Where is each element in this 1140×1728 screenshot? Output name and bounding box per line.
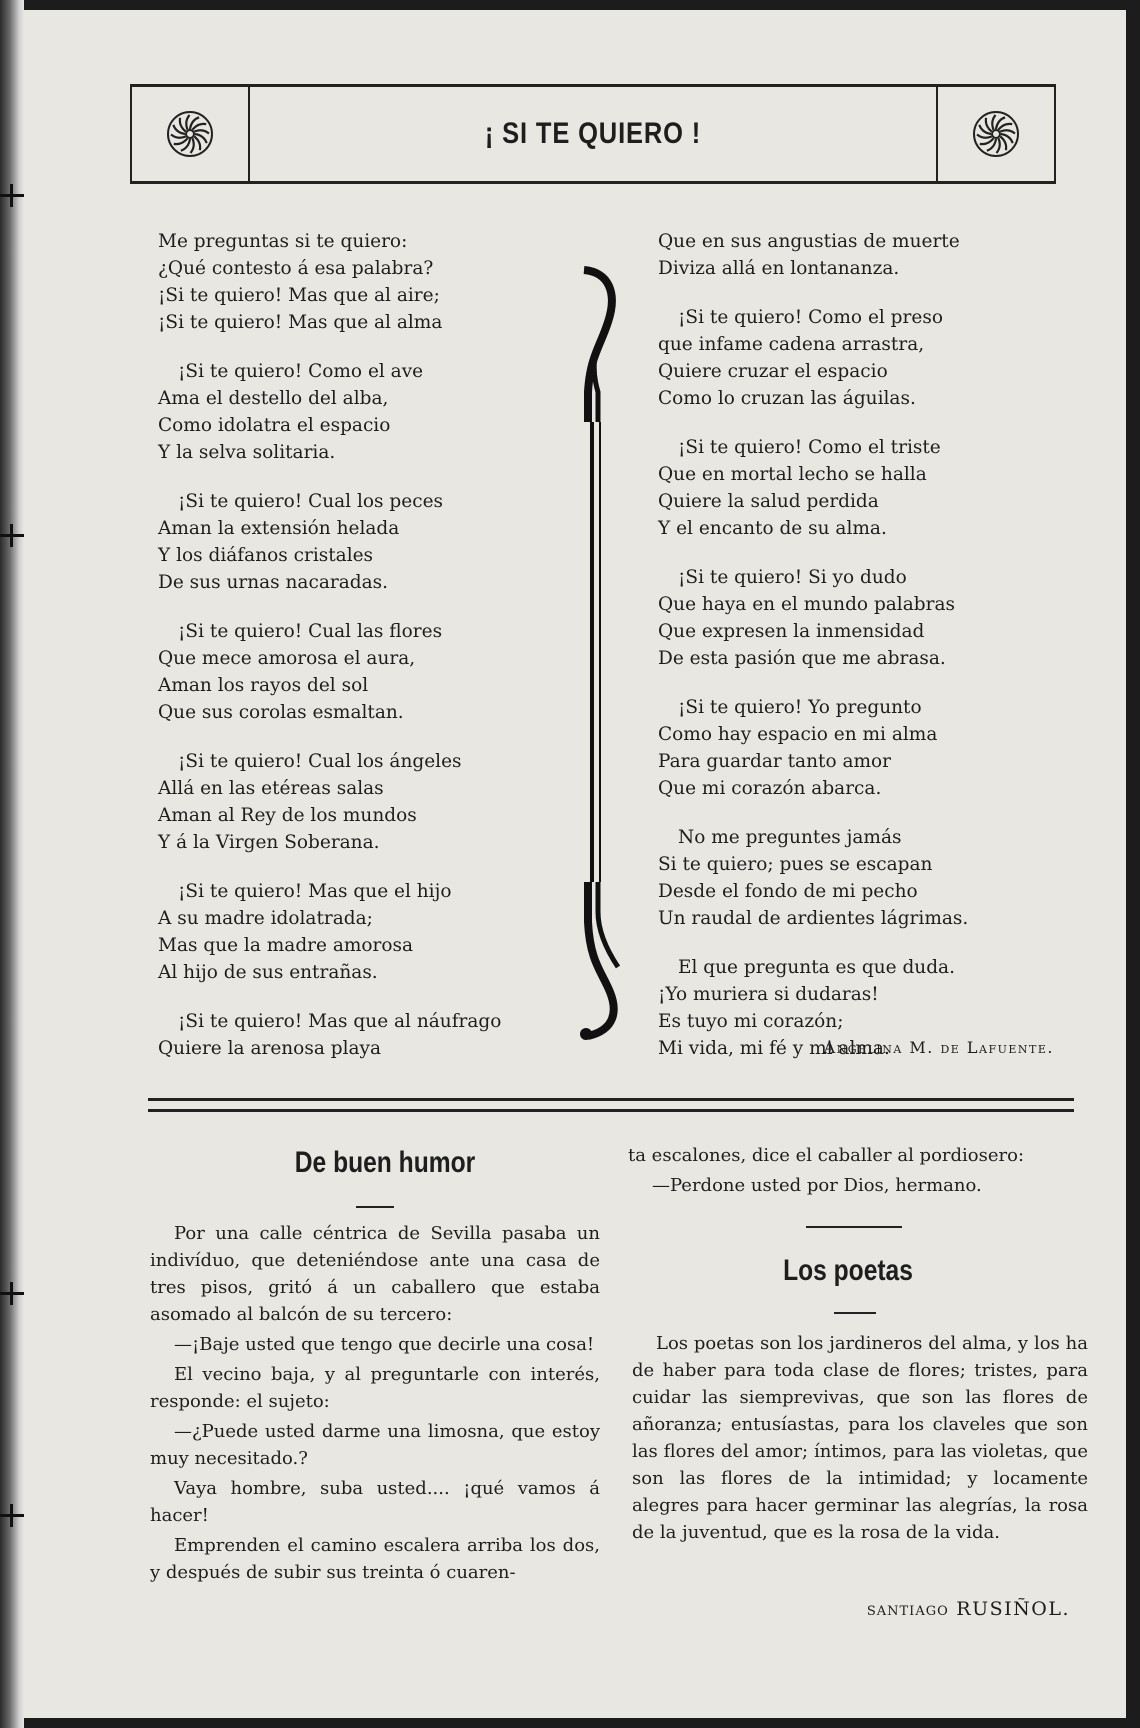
poem-line: ¡Si te quiero! Mas que al alma [158,312,443,333]
binding-edge [0,0,24,1728]
poem-line: Aman la extensión helada [158,518,400,539]
rosette-petal [996,138,999,153]
poem-stanza [658,434,1078,542]
rosette-petal [977,134,992,137]
poem-stanza [658,304,1078,412]
poem-line: ¡Si te quiero! Cual los ángeles [178,751,462,772]
rosette-petal [992,115,995,130]
rosette-petal [193,124,207,130]
poem-stanza [658,564,1078,672]
header-left-cell [132,87,250,181]
rosette-petal [1000,130,1015,133]
poem-line: Que en mortal lecho se halla [658,464,927,485]
poem-line: Y el encanto de su alma. [658,518,887,539]
rosette-petal [186,115,189,130]
poem-line: ¿Qué contesto á esa palabra? [158,258,434,279]
poem-line: Al hijo de sus entrañas. [158,962,378,983]
article-separator [806,1226,902,1228]
signature-last-name: RUSIÑOL. [956,1598,1070,1620]
poetas-heading: Los poetas [783,1254,913,1287]
poetas-article [632,1330,1088,1549]
poem-stanza [658,694,1078,802]
rosette-petal [980,138,994,144]
poem-line: ¡Si te quiero! Como el triste [678,437,941,458]
paragraph: Vaya hombre, suba usted.... ¡qué vamos á hacer! [150,1478,600,1526]
poem-line: Desde el fondo de mi pecho [658,881,918,902]
rosette-icon [972,110,1020,158]
poem-line: Y la selva solitaria. [158,442,336,463]
paragraph: —¿Puede usted darme una limosna, que estoy muy necesitado.? [150,1421,600,1469]
poetas-heading-rule [834,1312,876,1314]
poem-line: De sus urnas nacaradas. [158,572,388,593]
poem-line: ¡Si te quiero! Como el ave [178,361,424,382]
paragraph: —¡Baje usted que tengo que decirle una cosa! [174,1334,595,1355]
poem-line: Mas que la madre amorosa [158,935,414,956]
paragraph: ta escalones, dice el caballer al pordiosero: [628,1145,1025,1166]
signature-first-name: SANTIAGO [866,1604,949,1619]
rosette-petal [190,138,193,153]
poem-stanza [658,228,1078,282]
rosette-petal [194,130,209,133]
poem-stanza [158,228,578,336]
poem-line: Como idolatra el espacio [158,415,391,436]
poem-line: Para guardar tanto amor [658,751,892,772]
poem-line: De esta pasión que me abrasa. [658,648,946,669]
paragraph: Emprenden el camino escalera arriba los dos, y después de subir sus treinta ó cuaren- [150,1535,600,1583]
paragraph: El vecino baja, y al preguntarle con interés, responde: el sujeto: [150,1364,600,1412]
poem-line: Aman al Rey de los mundos [158,805,417,826]
poem-stanza [158,358,578,466]
poem-stanza [158,618,578,726]
poem-line: Allá en las etéreas salas [158,778,384,799]
poem-line: Diviza allá en lontananza. [658,258,900,279]
poem-line: Que en sus angustias de muerte [658,231,960,252]
poem-line: Como hay espacio en mi alma [658,724,938,745]
poem-stanza [158,878,578,986]
poem-line: ¡Si te quiero! Yo pregunto [678,697,922,718]
poem-line: Quiere la salud perdida [658,491,879,512]
poem-line: ¡Si te quiero! Mas que al náufrago [178,1011,502,1032]
poem-line: ¡Si te quiero! Si yo dudo [678,567,907,588]
poem-line: ¡Si te quiero! Cual las flores [178,621,443,642]
page-title: ¡ SI TE QUIERO ! [484,117,702,150]
poem-stanza [158,748,578,856]
paragraph: Por una calle céntrica de Sevilla pasaba un indivíduo, que deteniéndose ante una casa de tres pisos, gritó á un caballero que estaba asomado al balcón de su tercero: [150,1223,600,1325]
poem-line: Ama el destello del alba, [158,388,389,409]
poem-line: Quiere cruzar el espacio [658,361,888,382]
poem-line: Aman los rayos del sol [158,675,369,696]
rosette-petal [180,118,186,132]
poem-header [130,84,1056,184]
poem-line: El que pregunta es que duda. [678,957,955,978]
poem-left-column [158,228,578,1084]
poem-line: Como lo cruzan las águilas. [658,388,916,409]
poem-author: Angelina M. de Lafuente. [823,1038,1054,1057]
poem-line: Si te quiero; pues se escapan [658,854,933,875]
poem-stanza [158,488,578,596]
column-divider-ornament [578,262,634,1042]
poem-line: Quiere la arenosa playa [158,1038,381,1059]
humor-heading: De buen humor [294,1146,476,1179]
rosette-petal [174,138,188,144]
rosette-petal [194,137,200,151]
poetas-paragraph: Los poetas son los jardineros del alma, y los ha de haber para toda clase de flores; tristes, para cuidar las siemprevivas, que son las flores de añoranza; entusíastas, para los claveles que son las flores del amor; íntimos, para las violetas, que son las flores de la intimidad; y locamente alegres para hacer germinar las alegrías, la rosa de la juventud, que es la rosa de la vida. [632,1333,1088,1543]
poem-line: Es tuyo mi corazón; [658,1011,844,1032]
poem-line: ¡Si te quiero! Como el preso [678,307,943,328]
poem-right-column [658,228,1078,1084]
humor-heading-rule [356,1206,394,1208]
paragraph: —Perdone usted por Dios, hermano. [652,1175,982,1196]
header-right-cell [936,87,1054,181]
poem-line: que infame cadena arrastra, [658,334,925,355]
poem-line: Que mi corazón abarca. [658,778,882,799]
rosette-petal [986,118,992,132]
poem-stanza [158,1008,578,1062]
section-divider [148,1098,1074,1112]
poem-line: ¡Si te quiero! Mas que el hijo [178,881,452,902]
poem-stanza [658,824,1078,932]
rosette-petal [171,134,186,137]
humor-article [150,1220,600,1589]
poem-line: No me preguntes jamás [678,827,902,848]
poem-line: Me preguntas si te quiero: [158,231,408,252]
poem-line: ¡Si te quiero! Cual los peces [178,491,444,512]
poem-line: ¡Si te quiero! Mas que al aire; [158,285,440,306]
poem-line: Que expresen la inmensidad [658,621,925,642]
poem-line: Un raudal de ardientes lágrimas. [658,908,969,929]
poem-line: Mi vida, mi fé y mi alma. [658,1038,890,1059]
poem-line: Que sus corolas esmaltan. [158,702,404,723]
humor-continuation [628,1142,1068,1202]
rosette-petal [1000,137,1006,151]
poem-line: ¡Yo muriera si dudaras! [658,984,879,1005]
poem-line: Y á la Virgen Soberana. [158,832,380,853]
poem-line: Que haya en el mundo palabras [658,594,955,615]
poem-line: Y los diáfanos cristales [158,545,374,566]
rosette-icon [166,110,214,158]
rosette-petal [999,124,1013,130]
poem-line: A su madre idolatrada; [158,908,373,929]
poem-line: Que mece amorosa el aura, [158,648,416,669]
poetas-signature [740,1598,1070,1620]
